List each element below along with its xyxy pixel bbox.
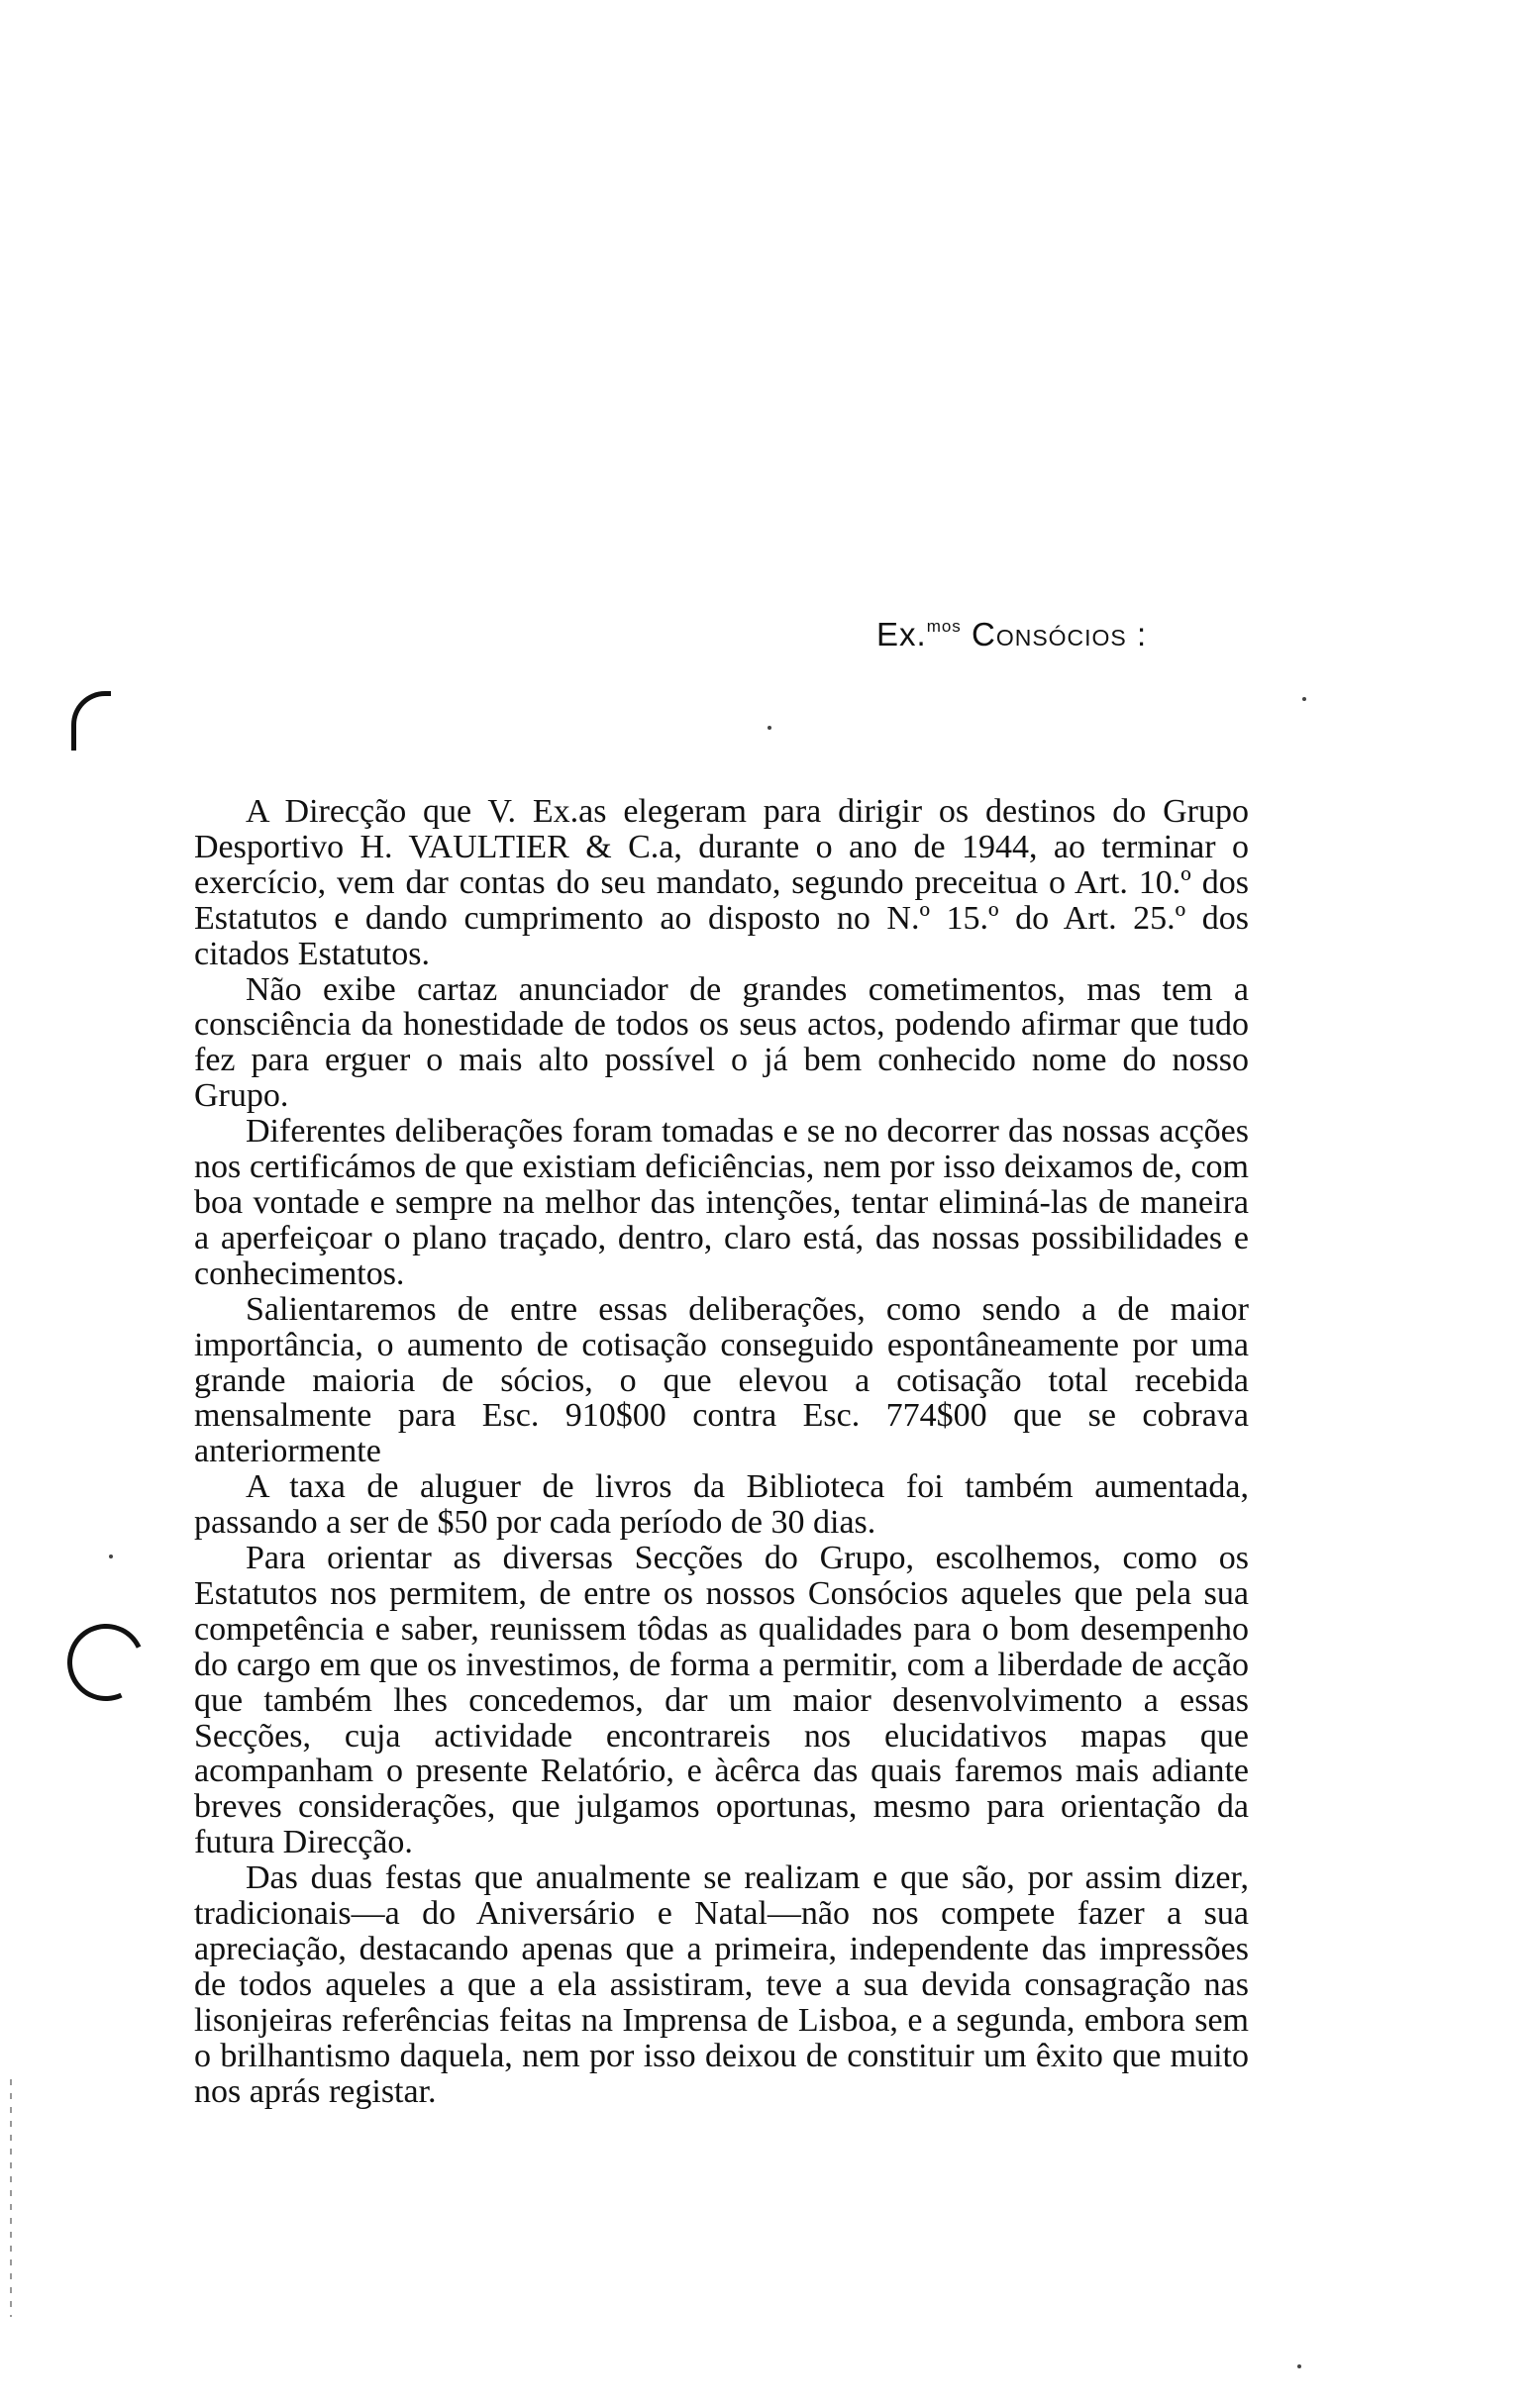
paragraph: Não exibe cartaz anunciador de grandes cometimentos, mas tem a consciência da honestidade de todos os seus actos, podendo afirmar que tudo fez para erguer o mais alto possível o já bem conhecido nome do nosso Grupo. [194,970,1249,1115]
paragraph: Das duas festas que anualmente se realizam e que são, por assim dizer, tradicionais—a do Aniversário e Natal—não nos compete fazer a sua apreciação, destacando apenas que a primeira, independente das impressões de todos aqueles a que a ela assistiram, teve a sua devida consagração nas lisonjeiras referências feitas na Imprensa de Lisboa, e a segunda, embora sem o brilhantismo daquela, nem por isso deixou de constituir um êxito que muito nos aprás registar. [194,1859,1249,2110]
speck-mark [1302,697,1306,701]
salutation-prefix: Ex. [876,616,927,652]
paragraph: Para orientar as diversas Secções do Grupo, escolhemos, como os Estatutos nos permitem, de entre os nossos Consócios aqueles que pela sua competência e saber, reunissem tôdas as qualidades para o bom desempenho do cargo em que os investimos, de forma a permitir, com a liberdade de acção que também lhes concedemos, dar um maior desenvolvimento a essas Secções, cuja actividade encontrareis nos elucidativos mapas que acompanham o presente Relatório, e àcêrca das quais faremos mais adiante breves considerações, que julgamos oportunas, mesmo para orientação da futura Direcção. [194,1540,1249,1861]
report-body [194,794,1249,2110]
paragraph: Salientaremos de entre essas deliberações, como sendo a de maior importância, o aumento de cotisação conseguido espontâneamente por uma grande maioria de sócios, o que elevou a cotisação total recebida mensalmente para Esc. 910$00 contra Esc. 774$00 que se cobrava anteriormente [194,1290,1249,1470]
speck-mark [768,726,771,730]
speck-mark [109,1555,113,1558]
page-edge-line [10,2079,12,2317]
salutation-heading [876,616,1147,653]
speck-mark [1297,2364,1301,2368]
margin-bracket-mark [71,691,111,751]
punch-hole-mark [56,1613,155,1712]
paragraph: A taxa de aluguer de livros da Biblioteca foi também aumentada, passando a ser de $50 por cada período de 30 dias. [194,1468,1249,1542]
paragraph: A Direcção que V. Ex.as elegeram para dirigir os destinos do Grupo Desportivo H. VAULTIER & C.a, durante o ano de 1944, ao terminar o exercício, vem dar contas do seu mandato, segundo preceitua o Art. 10.º dos Estatutos e dando cumprimento ao disposto no N.º 15.º do Art. 25.º dos citados Estatutos. [194,793,1249,972]
paragraph: Diferentes deliberações foram tomadas e se no decorrer das nossas acções nos certificámos de que existiam deficiências, nem por isso deixamos de, com boa vontade e sempre na melhor das intenções, tentar eliminá-las de maneira a aperfeiçoar o plano traçado, dentro, claro está, das nossas possibilidades e conhecimentos. [194,1113,1249,1292]
salutation-superscript: mos [926,617,962,636]
salutation-word: Consócios : [971,616,1148,652]
